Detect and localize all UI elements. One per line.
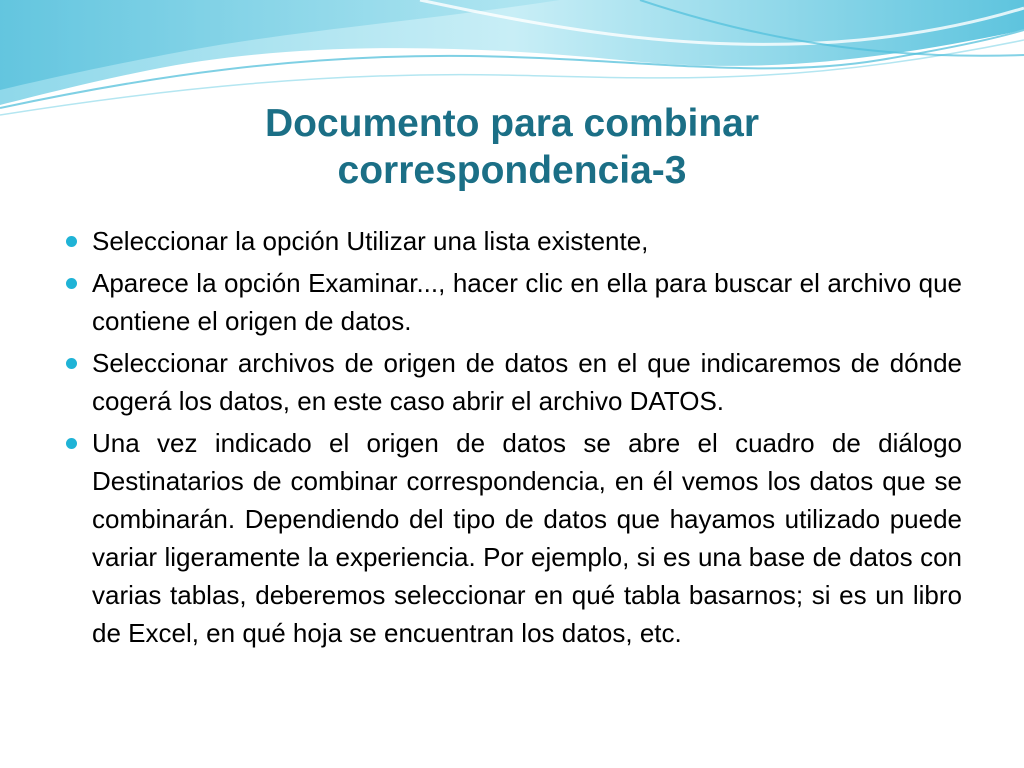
list-item-text: Una vez indicado el origen de datos se abre el cuadro de diálogo Destinatarios de combinar correspondencia, en él vemos los datos que se combinarán. Dependiendo del tipo de datos que hayamos utilizado puede variar ligeramente la experiencia. Por ejemplo, si es una base de datos con varias tablas, deberemos seleccionar en qué tabla basarnos; si es un libro de Excel, en qué hoja se encuentran los datos, etc. bbox=[92, 428, 962, 648]
list-item bbox=[62, 222, 962, 260]
slide-title-line-2: correspondencia-3 bbox=[337, 149, 687, 192]
bullet-dot-icon bbox=[66, 438, 77, 449]
list-item-text: Seleccionar la opción Utilizar una lista existente, bbox=[92, 226, 649, 256]
bullet-dot-icon bbox=[66, 236, 77, 247]
list-item bbox=[62, 264, 962, 340]
list-item bbox=[62, 424, 962, 652]
bullet-dot-icon bbox=[66, 278, 77, 289]
list-item bbox=[62, 344, 962, 420]
bullet-list bbox=[62, 222, 962, 656]
slide-title-line-1: Documento para combinar bbox=[264, 102, 760, 145]
list-item-text: Aparece la opción Examinar..., hacer clic en ella para buscar el archivo que contiene el origen de datos. bbox=[92, 268, 962, 336]
list-item-text: Seleccionar archivos de origen de datos en el que indicaremos de dónde cogerá los datos, en este caso abrir el archivo DATOS. bbox=[92, 348, 962, 416]
slide-title bbox=[60, 100, 964, 194]
bullet-dot-icon bbox=[66, 358, 77, 369]
